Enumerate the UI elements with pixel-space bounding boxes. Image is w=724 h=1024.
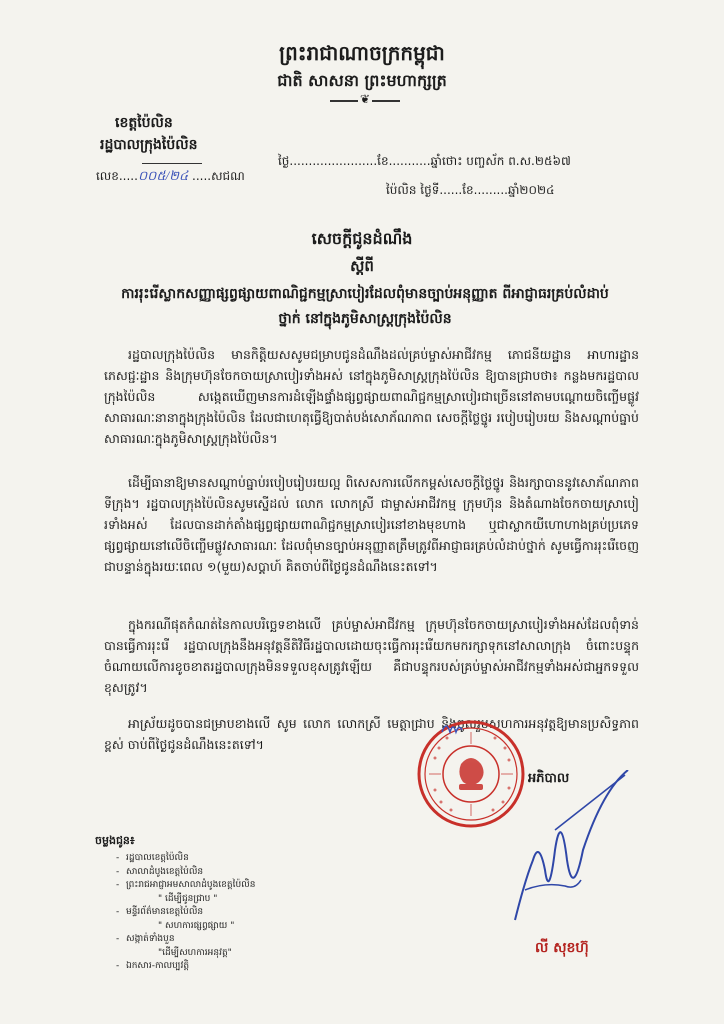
reference-number (96, 168, 245, 187)
number-label: .....សជណ (188, 169, 245, 183)
body-paragraph-1: រដ្ឋបាលក្រុងប៉ៃលិន មានកិត្តិយសសូមជម្រាបជូនដំណឹងដល់គ្រប់ម្ចាស់អាជីវកម្ម ភោជនីយដ្ឋាន អាហារដ្ឋាន ភេសជ្ជៈដ្ឋាន និងក្រុមហ៊ុនចែកចាយស្រាបៀរទាំងអស់ នៅក្នុងភូមិសាស្ត្រក្រុងប៉ៃលិន ឱ្យបានជ្រាបថា៖ កន្លងមករដ្ឋបាលក្រុងប៉ៃលិន សង្កេតឃើញមានការដំឡើងផ្ទាំងផ្សព្វផ្សាយពាណិជ្ជកម្មស្រាបៀរជាច្រើននៅតាមបណ្ដោយចិញ្ចើមផ្លូវសាធារណៈនានាក្នុងក្រុងប៉ៃលិន ដែលជាហេតុធ្វើឱ្យបាត់បង់សោភ័ណភាព សេចក្ដីថ្លៃថ្នូរ របៀបរៀបរយ និងសណ្ដាប់ធ្នាប់សាធារណៈក្នុងភូមិសាស្ត្រក្រុងប៉ៃលិន។ (104, 347, 639, 446)
signer-name: លី សុខហ៊ុ (535, 940, 589, 956)
national-motto: ជាតិ សាសនា ព្រះមហាក្សត្រ (277, 71, 447, 90)
cc-item-note: " សហការផ្សព្វផ្សាយ " (158, 920, 235, 931)
motto-divider (330, 100, 400, 102)
notice-subject: ការរុះរើស្លាកសញ្ញាផ្សព្វផ្សាយពាណិជ្ជកម្មស្រាបៀរដែលពុំមានច្បាប់អនុញ្ញាត ពីអាជ្ញាធរគ្រប់លំដាប់ថ្នាក់ នៅក្នុងភូមិសាស្ត្រក្រុងប៉ៃលិន (121, 286, 609, 327)
solar-date: ប៉ៃលិន ថ្ងៃទី......ខែ.........ឆ្នាំ២០២៤ (386, 183, 555, 197)
cc-item: - សាលាដំបូងខេត្តប៉ៃលិន (118, 866, 255, 880)
cc-item: - រដ្ឋបាលខេត្តប៉ៃលិន (118, 852, 255, 866)
body-paragraph-2: ដើម្បីធានាឱ្យមានសណ្ដាប់ធ្នាប់របៀបរៀបរយល្អ ពិសេសការលើកកម្ពស់សេចក្ដីថ្លៃថ្នូរ និងរក្សាបាននូវសោភ័ណភាពទីក្រុង។ រដ្ឋបាលក្រុងប៉ៃលិនសូមស្នើដល់ លោក លោកស្រី ជាម្ចាស់អាជីវកម្ម ក្រុមហ៊ុន និងតំណាងចែកចាយស្រាបៀរទាំងអស់ ដែលបានដាក់តាំងផ្សព្វផ្សាយពាណិជ្ជកម្មស្រាបៀរនៅខាងមុខហាង ឬជាស្លាកយីហោហាងគ្រប់ប្រភេទ ផ្សព្វផ្សាយនៅលើចិញ្ចើមផ្លូវសាធារណៈ ដែលពុំមានច្បាប់អនុញ្ញាតត្រឹមត្រូវពីអាជ្ញាធរគ្រប់លំដាប់ថ្នាក់ សូមធ្វើការរុះរើចេញជាបន្ទាន់ក្នុងរយៈពេល ១(មួយ)សប្ដាហ៍ គិតចាប់ពីថ្ងៃជូនដំណឹងនេះតទៅ។ (104, 475, 639, 574)
lunar-date: ថ្ងៃ.......................ខែ...........ឆ្នាំថោះ បញ្ចស័ក ព.ស.២៥៦៧ (278, 154, 571, 168)
province-name: ខេត្តប៉ៃលិន (115, 115, 173, 131)
office-name: រដ្ឋបាលក្រុងប៉ៃលិន (100, 137, 198, 153)
cc-item: - សង្កាត់ទាំងបួន (118, 933, 255, 947)
cc-item: - មន្ទីរព័ត៌មានខេត្តប៉ៃលិន (118, 906, 255, 920)
body-paragraph-3: ក្នុងករណីផុតកំណត់នៃកាលបរិច្ឆេទខាងលើ គ្រប់ម្ចាស់អាជីវកម្ម ក្រុមហ៊ុនចែកចាយស្រាបៀរទាំងអស់ដែលពុំទាន់បានធ្វើការរុះរើ រដ្ឋបាលក្រុងនឹងអនុវត្តនីតិវិធីរដ្ឋបាលដោយចុះធ្វើការរុះរើយកមករក្សាទុកនៅសាលាក្រុង ចំពោះបន្ទុកចំណាយលើការខូចខាតរដ្ឋបាលក្រុងមិនទទួលខុសត្រូវឡើយ គឺជាបន្ទុករបស់គ្រប់ម្ចាស់អាជីវកម្មទាំងអស់ជាអ្នកទទួលខុសត្រូវ។ (104, 617, 639, 695)
notice-heading: សេចក្ដីជូនដំណឹង (311, 229, 413, 248)
cc-list (118, 852, 255, 974)
body-paragraph-4: អាស្រ័យដូចបានជម្រាបខាងលើ សូម លោក លោកស្រី មេត្តាជ្រាប និងចូលរួមសហការអនុវត្តឱ្យមានប្រសិទ្ធភាពខ្ពស់ ចាប់ពីថ្ងៃជូនដំណឹងនេះតទៅ។ (104, 716, 639, 752)
initial-mark-icon (440, 718, 464, 736)
number-suffix: /២៤ (165, 168, 189, 183)
cc-item: - ឯកសារ-កាលប្បវត្តិ (118, 960, 255, 974)
number-value: ០០៥ (137, 168, 166, 183)
cc-item-note: "ដើម្បីសហការអនុវត្ត" (158, 947, 232, 958)
cc-title: ចម្លងជូន៖ (95, 834, 135, 847)
cc-item: - ព្រះរាជអាជ្ញាអមសាលាដំបូងខេត្តប៉ៃលិន (118, 879, 255, 893)
handwritten-signature-icon (495, 770, 635, 940)
number-prefix: លេខ..... (96, 169, 138, 183)
signer-title: អភិបាល (528, 771, 570, 786)
cc-item-note: " ដើម្បីជូនជ្រាប " (158, 893, 218, 904)
about-label: ស្ដីពី (350, 257, 374, 275)
kingdom-heading: ព្រះរាជាណាចក្រកម្ពុជា (279, 41, 445, 65)
office-divider (142, 163, 202, 164)
